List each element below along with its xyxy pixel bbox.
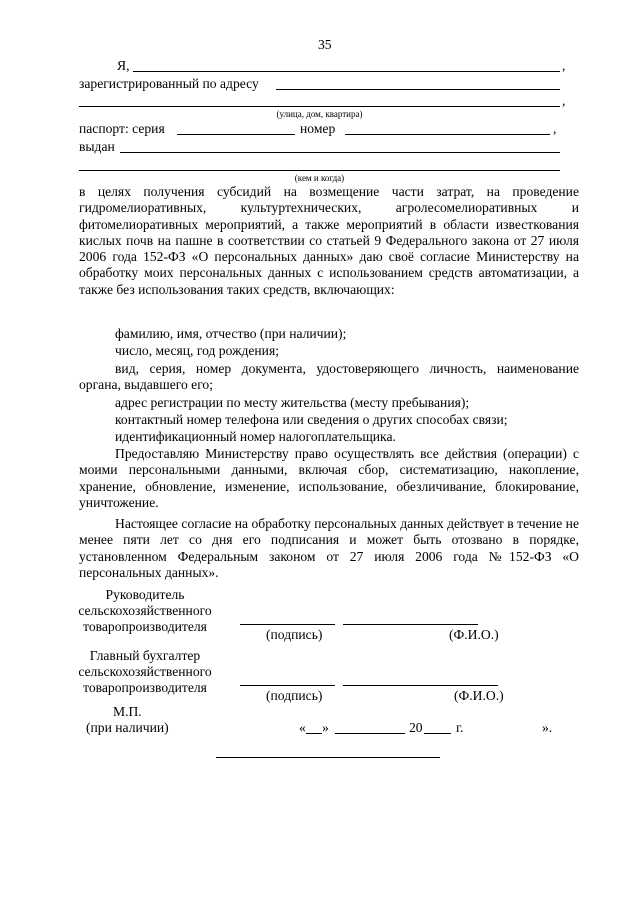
- passport-series-line[interactable]: [177, 134, 295, 135]
- actions-paragraph: Предоставляю Министерству право осуществлять все действия (операции) с моими персональными данными, включая сбор, систематизацию, накопление, хранение, обновление, изменение, использование, обезличивание, блокирование, уничтожение.: [79, 446, 579, 510]
- passport-number-label: номер: [300, 121, 336, 136]
- accountant-signature-line[interactable]: [240, 685, 335, 686]
- date-open-quote: «: [299, 720, 306, 735]
- seal-caption: (при наличии): [86, 720, 169, 735]
- address-caption: (улица, дом, квартира): [276, 109, 363, 119]
- name-fill-line[interactable]: [133, 71, 560, 72]
- list-item: вид, серия, номер документа, удостоверяющего личность, наименование органа, выдавшего его;: [79, 361, 579, 393]
- issued-label: выдан: [79, 139, 115, 154]
- consent-paragraph: в целях получения субсидий на возмещение части затрат, на проведение гидромелиоративных, культуртехнических, агролесомелиоративных и фитомелиоративных мероприятий, а также мероприятий в области известкования кислых почв на пашне в соответствии со статьей 9 Федерального закона от 27 июля 2006 года 152-ФЗ «О персональных данных» даю своё согласие Министерству на обработку моих персональных данных с использованием средств автоматизации, а также без использования таких средств, включающих:: [79, 184, 579, 297]
- accountant-title-line2: сельскохозяйственного: [78, 664, 212, 679]
- passport-number-line[interactable]: [345, 134, 550, 135]
- issued-fill-line[interactable]: [120, 152, 560, 153]
- issued-fill-line-2[interactable]: [79, 170, 560, 171]
- list-item: контактный номер телефона или сведения о других способах связи;: [115, 412, 508, 427]
- address-fill-line-2[interactable]: [79, 106, 560, 107]
- issued-caption: (кем и когда): [294, 173, 345, 183]
- passport-series-label: паспорт: серия: [79, 121, 165, 136]
- date-year-line[interactable]: [424, 733, 451, 734]
- bottom-separator: [216, 757, 440, 758]
- list-item: адрес регистрации по месту жительства (месту пребывания);: [115, 395, 470, 410]
- accountant-title-line3: товаропроизводителя: [83, 680, 207, 695]
- date-year-suffix: г.: [456, 720, 464, 735]
- head-signature-line[interactable]: [240, 624, 335, 625]
- date-day-line[interactable]: [306, 733, 322, 734]
- seal-label: М.П.: [113, 704, 142, 719]
- date-month-line[interactable]: [335, 733, 405, 734]
- head-title-line1: Руководитель: [105, 587, 185, 602]
- date-end: ».: [542, 720, 553, 735]
- fio-caption: (Ф.И.О.): [454, 688, 504, 703]
- ya-label: Я,: [117, 58, 130, 73]
- address-fill-line[interactable]: [276, 89, 560, 90]
- head-title-line3: товаропроизводителя: [83, 619, 207, 634]
- list-item: фамилию, имя, отчество (при наличии);: [115, 326, 347, 341]
- accountant-fio-line[interactable]: [343, 685, 498, 686]
- fio-caption: (Ф.И.О.): [449, 627, 499, 642]
- head-fio-line[interactable]: [343, 624, 478, 625]
- list-item: число, месяц, год рождения;: [115, 343, 279, 358]
- page-number: 35: [318, 37, 332, 52]
- signature-caption: (подпись): [266, 627, 323, 642]
- list-item: идентификационный номер налогоплательщика.: [115, 429, 396, 444]
- comma: ,: [562, 93, 566, 108]
- validity-paragraph: Настоящее согласие на обработку персональных данных действует в течение не менее пяти лет со дня его подписания и может быть отозвано в порядке, установленном Федеральным законом от 27 июля 2006 года №152-ФЗ «О персональных данных».: [79, 516, 579, 580]
- signature-caption: (подпись): [266, 688, 323, 703]
- date-close-quote: »: [322, 720, 329, 735]
- head-title-line2: сельскохозяйственного: [78, 603, 212, 618]
- comma: ,: [562, 58, 566, 73]
- registered-label: зарегистрированный по адресу: [79, 76, 259, 91]
- comma: ,: [553, 121, 557, 136]
- accountant-title-line1: Главный бухгалтер: [89, 648, 201, 663]
- date-year-prefix: 20: [409, 720, 423, 735]
